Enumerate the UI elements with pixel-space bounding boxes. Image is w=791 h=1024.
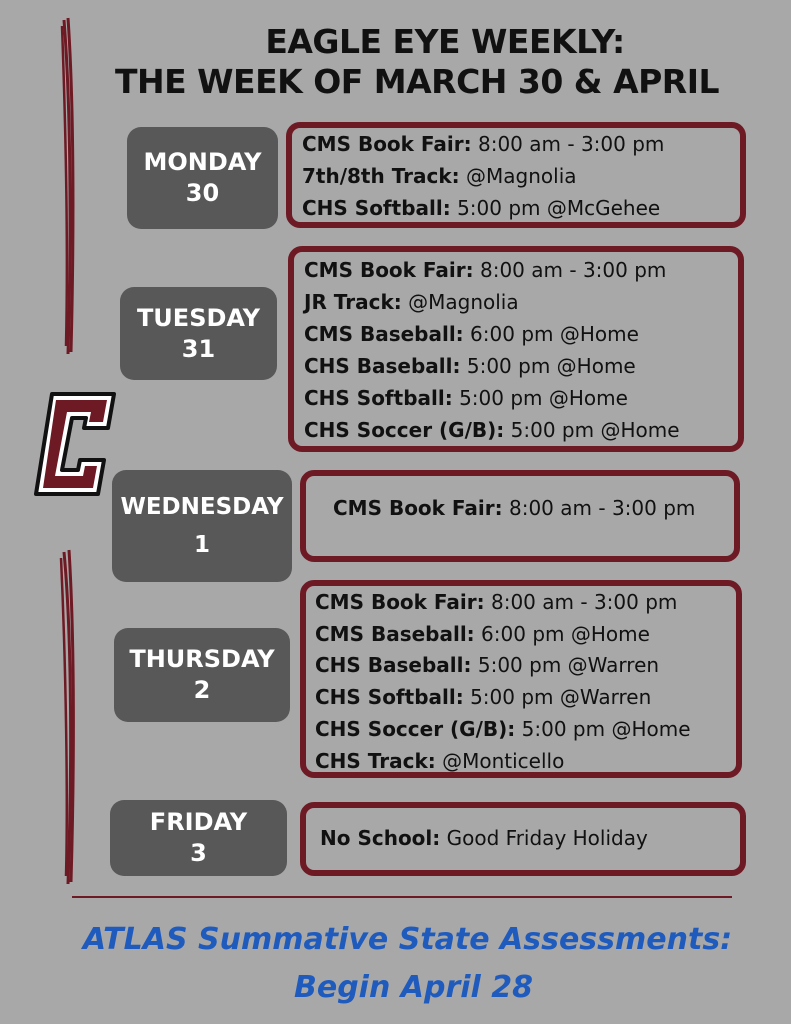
event-item: CHS Softball: 5:00 pm @Warren (315, 685, 652, 709)
day-date: 1 (193, 532, 210, 558)
events-box-thursday (300, 580, 742, 778)
title-line-2: THE WEEK OF MARCH 30 & APRIL (114, 62, 720, 101)
event-item: CHS Soccer (G/B): 5:00 pm @Home (315, 717, 691, 741)
event-item: CMS Book Fair: 8:00 am - 3:00 pm (315, 590, 678, 614)
event-item: CHS Softball: 5:00 pm @McGehee (302, 196, 661, 220)
day-label-friday (110, 800, 287, 876)
events-box-monday (286, 122, 746, 228)
events-box-tuesday (288, 246, 744, 452)
footer-divider (72, 896, 732, 898)
event-item: CHS Soccer (G/B): 5:00 pm @Home (304, 418, 680, 442)
day-date: 2 (193, 676, 211, 704)
event-item: CHS Baseball: 5:00 pm @Home (304, 354, 636, 378)
decorative-stroke-top (56, 16, 82, 358)
events-box-friday (300, 802, 746, 876)
events-box-wednesday (300, 470, 740, 562)
event-item: CHS Baseball: 5:00 pm @Warren (315, 653, 660, 677)
decorative-stroke-bottom (56, 548, 82, 888)
day-label-wednesday (112, 470, 292, 582)
day-name: THURSDAY (129, 645, 275, 673)
day-label-tuesday (120, 287, 277, 380)
event-item: CMS Book Fair: 8:00 am - 3:00 pm (302, 132, 665, 156)
event-item: CMS Baseball: 6:00 pm @Home (304, 322, 639, 346)
day-date: 31 (181, 334, 216, 363)
day-name: FRIDAY (149, 808, 248, 836)
event-item: CHS Softball: 5:00 pm @Home (304, 386, 628, 410)
title-line-1: EAGLE EYE WEEKLY: (265, 22, 625, 61)
event-item: CMS Book Fair: 8:00 am - 3:00 pm (333, 496, 696, 520)
event-item: CMS Baseball: 6:00 pm @Home (315, 622, 650, 646)
day-date: 30 (185, 179, 220, 207)
day-label-thursday (114, 628, 290, 722)
event-item: 7th/8th Track: @Magnolia (302, 164, 577, 188)
event-item: CHS Track: @Monticello (315, 749, 565, 773)
day-label-monday (127, 127, 278, 229)
day-name: TUESDAY (136, 303, 261, 332)
announcement-line-2: Begin April 28 (293, 970, 534, 1005)
announcement-line-1: ATLAS Summative State Assessments: (82, 922, 733, 957)
day-date: 3 (190, 839, 207, 867)
event-item: No School: Good Friday Holiday (320, 826, 648, 850)
day-name: WEDNESDAY (120, 494, 284, 520)
school-c-logo (22, 388, 118, 500)
day-name: MONDAY (143, 148, 262, 176)
event-item: CMS Book Fair: 8:00 am - 3:00 pm (304, 258, 667, 282)
event-item: JR Track: @Magnolia (304, 290, 519, 314)
